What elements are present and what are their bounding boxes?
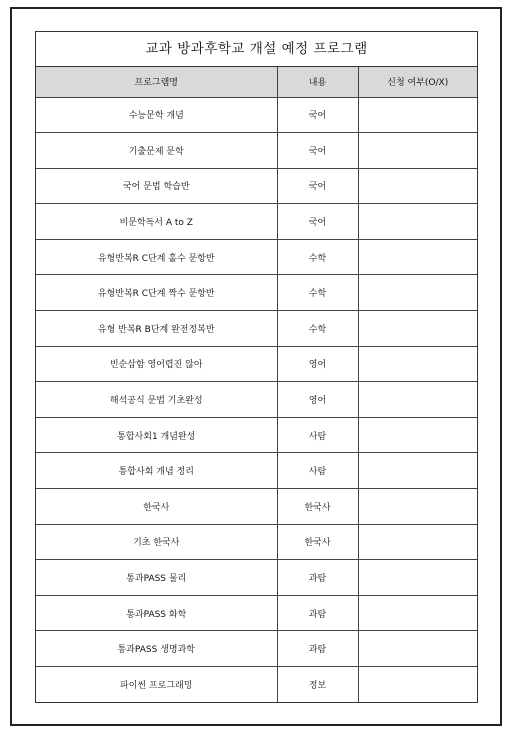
program-sheet — [35, 31, 478, 703]
subject-cell: 수학 — [277, 311, 358, 347]
apply-checkbox-cell[interactable] — [358, 382, 477, 418]
program-name-cell: 기출문제 문학 — [36, 133, 277, 169]
program-name-cell: 파이썬 프로그래밍 — [36, 667, 277, 703]
table-row — [36, 275, 477, 311]
table-row — [36, 239, 477, 275]
table-row — [36, 489, 477, 525]
apply-checkbox-cell[interactable] — [358, 239, 477, 275]
apply-checkbox-cell[interactable] — [358, 275, 477, 311]
apply-checkbox-cell[interactable] — [358, 595, 477, 631]
header-apply: 신청 여부(O/X) — [358, 67, 477, 97]
table-row — [36, 417, 477, 453]
program-table — [36, 67, 477, 702]
apply-checkbox-cell[interactable] — [358, 489, 477, 525]
program-name-cell: 기초 한국사 — [36, 524, 277, 560]
table-row — [36, 560, 477, 596]
program-name-cell: 유형반복R C단계 홀수 문항반 — [36, 239, 277, 275]
subject-cell: 한국사 — [277, 489, 358, 525]
program-name-cell: 통합사회1 개념완성 — [36, 417, 277, 453]
apply-checkbox-cell[interactable] — [358, 311, 477, 347]
program-name-cell: 국어 문법 학습반 — [36, 168, 277, 204]
table-row — [36, 453, 477, 489]
apply-checkbox-cell[interactable] — [358, 346, 477, 382]
subject-cell: 과탐 — [277, 560, 358, 596]
subject-cell: 정보 — [277, 667, 358, 703]
program-name-cell: 통과PASS 생명과학 — [36, 631, 277, 667]
subject-cell: 과탐 — [277, 595, 358, 631]
header-program: 프로그램명 — [36, 67, 277, 97]
subject-cell: 과탐 — [277, 631, 358, 667]
subject-cell: 국어 — [277, 204, 358, 240]
table-row — [36, 311, 477, 347]
table-row — [36, 382, 477, 418]
apply-checkbox-cell[interactable] — [358, 168, 477, 204]
program-name-cell: 유형 반복R B단계 완전정복반 — [36, 311, 277, 347]
apply-checkbox-cell[interactable] — [358, 524, 477, 560]
subject-cell: 국어 — [277, 168, 358, 204]
table-header-row — [36, 67, 477, 97]
subject-cell: 수학 — [277, 239, 358, 275]
apply-checkbox-cell[interactable] — [358, 133, 477, 169]
table-row — [36, 667, 477, 703]
table-row — [36, 133, 477, 169]
apply-checkbox-cell[interactable] — [358, 631, 477, 667]
subject-cell: 영어 — [277, 382, 358, 418]
program-name-cell: 수능문학 개념 — [36, 97, 277, 133]
table-row — [36, 631, 477, 667]
table-row — [36, 97, 477, 133]
program-name-cell: 비문학독서 A to Z — [36, 204, 277, 240]
apply-checkbox-cell[interactable] — [358, 667, 477, 703]
program-name-cell: 유형반복R C단계 짝수 문항반 — [36, 275, 277, 311]
subject-cell: 한국사 — [277, 524, 358, 560]
program-name-cell: 한국사 — [36, 489, 277, 525]
program-name-cell: 통과PASS 물리 — [36, 560, 277, 596]
document-title: 교과 방과후학교 개설 예정 프로그램 — [36, 32, 477, 67]
subject-cell: 사탐 — [277, 453, 358, 489]
program-name-cell: 통합사회 개념 정리 — [36, 453, 277, 489]
table-row — [36, 168, 477, 204]
apply-checkbox-cell[interactable] — [358, 204, 477, 240]
subject-cell: 국어 — [277, 133, 358, 169]
table-row — [36, 595, 477, 631]
table-row — [36, 346, 477, 382]
subject-cell: 영어 — [277, 346, 358, 382]
apply-checkbox-cell[interactable] — [358, 417, 477, 453]
apply-checkbox-cell[interactable] — [358, 560, 477, 596]
subject-cell: 수학 — [277, 275, 358, 311]
subject-cell: 국어 — [277, 97, 358, 133]
apply-checkbox-cell[interactable] — [358, 97, 477, 133]
subject-cell: 사탐 — [277, 417, 358, 453]
apply-checkbox-cell[interactable] — [358, 453, 477, 489]
program-name-cell: 통과PASS 화학 — [36, 595, 277, 631]
table-row — [36, 204, 477, 240]
program-name-cell: 해석공식 문법 기초완성 — [36, 382, 277, 418]
table-row — [36, 524, 477, 560]
program-name-cell: 빈순삽함 영어렵진 않아 — [36, 346, 277, 382]
header-content: 내용 — [277, 67, 358, 97]
